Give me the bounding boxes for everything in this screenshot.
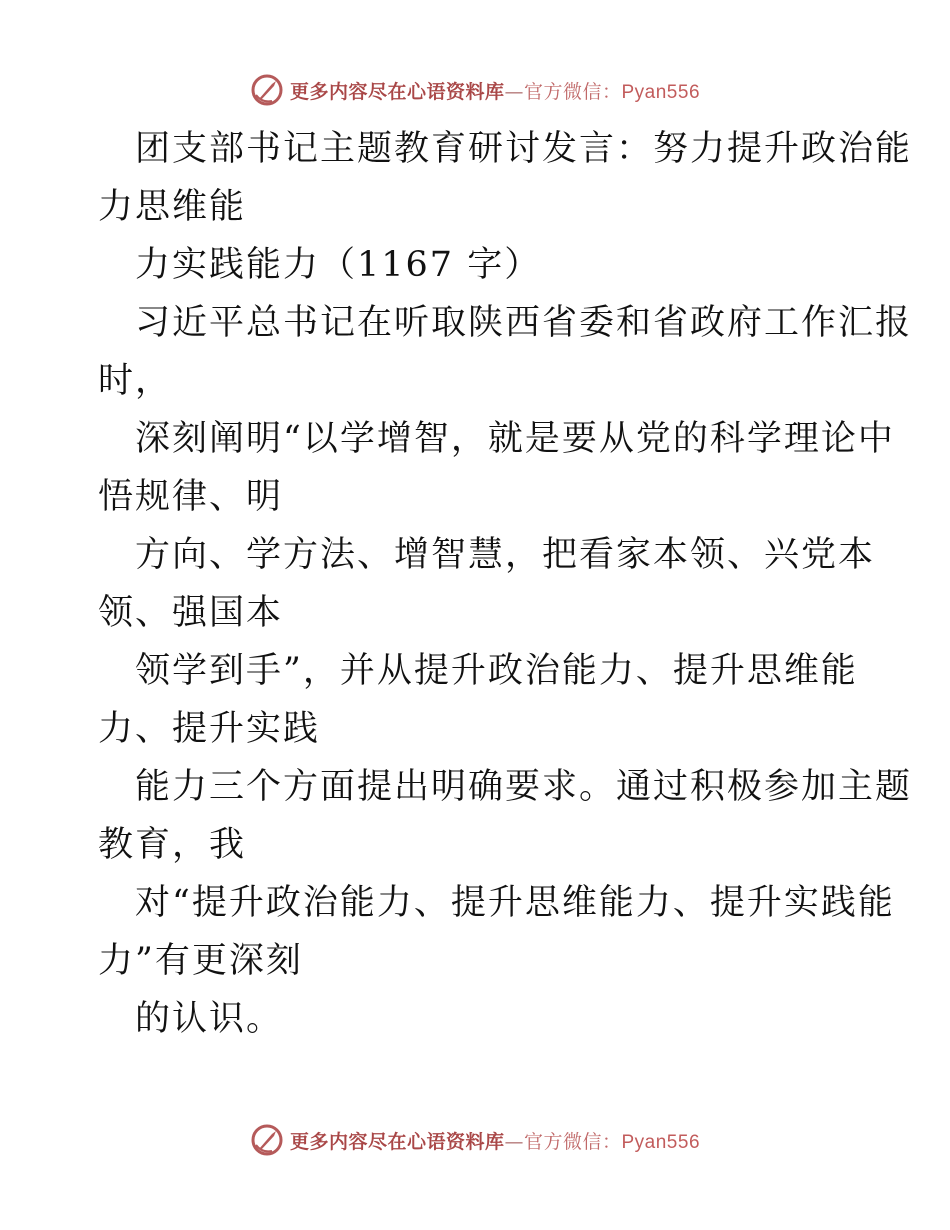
banner-text <box>290 77 700 104</box>
doc-line: 领、强国本 <box>98 593 284 633</box>
doc-line: 力”有更深刻 <box>98 941 303 981</box>
doc-line-title-3: 力实践能力（1167 字） <box>135 245 542 285</box>
quill-pen-logo-icon <box>250 73 284 107</box>
doc-line: 方向、学方法、增智慧，把看家本领、兴党本 <box>135 535 876 575</box>
banner-wechat-id: Pyan556 <box>621 81 701 103</box>
quill-pen-logo-icon <box>250 1123 284 1157</box>
doc-line: 的认识。 <box>135 999 284 1039</box>
header-watermark-banner <box>0 70 950 110</box>
doc-line: 能力三个方面提出明确要求。通过积极参加主题 <box>135 767 913 807</box>
banner-brand: 更多内容尽在心语资料库 <box>289 1130 505 1153</box>
footer-watermark-banner <box>0 1120 950 1160</box>
doc-line-title-1: 团支部书记主题教育研讨发言：努力提升政治能 <box>135 129 913 169</box>
doc-line: 对“提升政治能力、提升思维能力、提升实践能 <box>135 883 895 923</box>
banner-wechat-label: 官方微信： <box>523 1130 622 1153</box>
doc-line: 力、提升实践 <box>98 709 321 749</box>
banner-dash: — <box>504 1130 524 1153</box>
doc-line: 教育，我 <box>98 825 247 865</box>
doc-line: 时， <box>98 361 173 401</box>
doc-line: 习近平总书记在听取陕西省委和省政府工作汇报 <box>135 303 913 343</box>
doc-line: 深刻阐明“以学增智，就是要从党的科学理论中 <box>135 419 895 459</box>
banner-text <box>290 1127 700 1154</box>
doc-line-title-2: 力思维能 <box>98 187 247 227</box>
banner-dash: — <box>504 80 524 103</box>
banner-wechat-label: 官方微信： <box>523 80 622 103</box>
banner-brand: 更多内容尽在心语资料库 <box>289 80 505 103</box>
banner-wechat-id: Pyan556 <box>621 1131 701 1153</box>
doc-line: 悟规律、明 <box>98 477 284 517</box>
doc-line: 领学到手”，并从提升政治能力、提升思维能 <box>135 651 858 691</box>
